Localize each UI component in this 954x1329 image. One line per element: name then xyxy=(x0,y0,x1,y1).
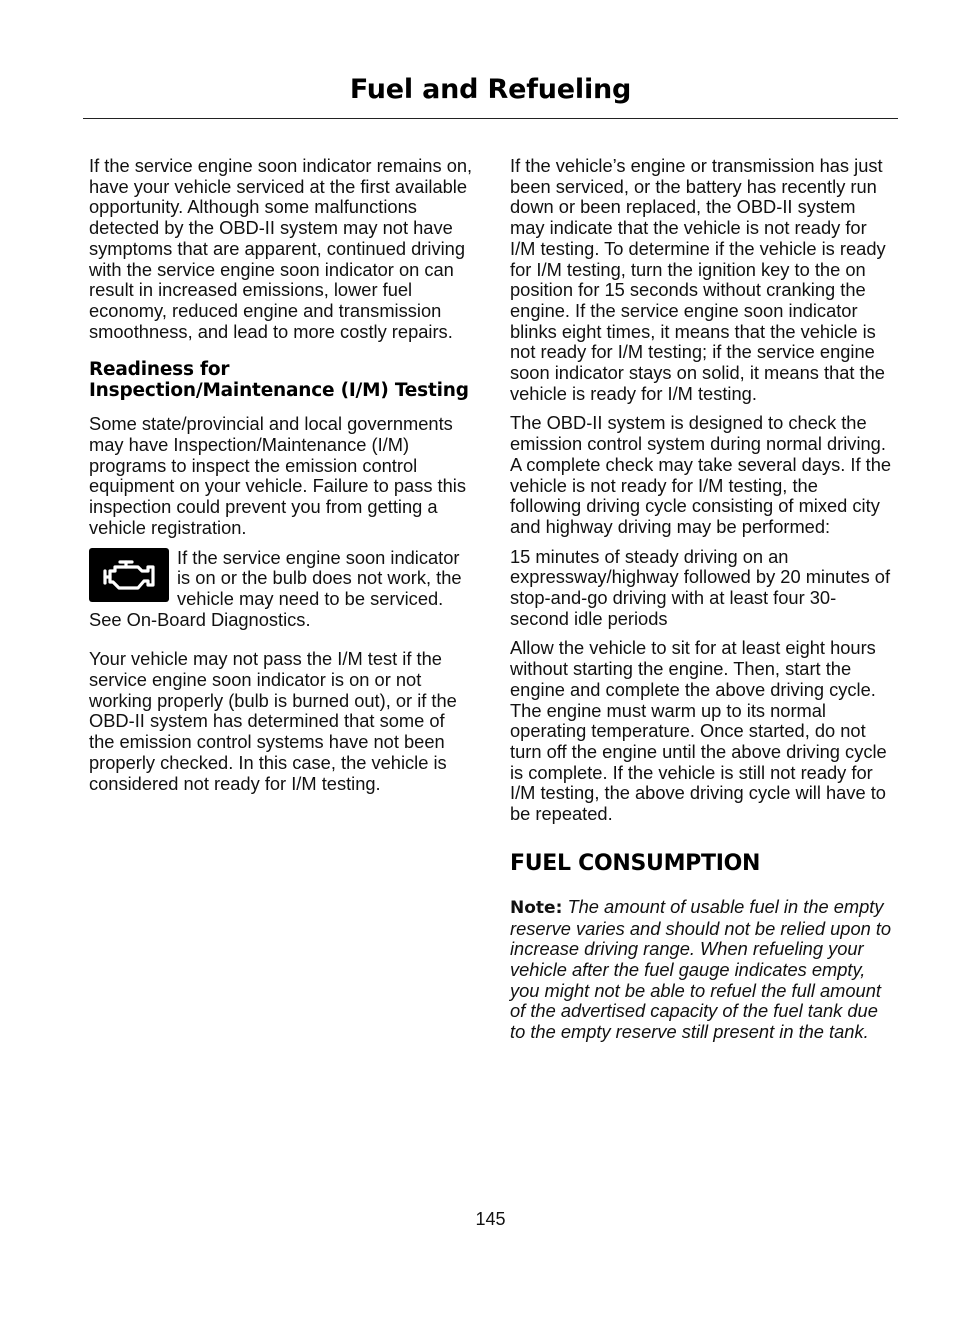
fuel-note xyxy=(510,897,894,1043)
page-title: Fuel and Refueling xyxy=(349,74,632,105)
intro-paragraph: If the service engine soon indicator remains on, have your vehicle serviced at the first available opportunity. Although some malfunctions detected by the OBD-II system may not have symptoms that are apparent, continued driving with the service engine soon indicator on can result in increased emissions, lower fuel economy, reduced engine and transmission smoothness, and lead to more costly repairs. xyxy=(89,155,473,342)
check-engine-icon xyxy=(89,548,169,602)
fuel-consumption-heading: FUEL CONSUMPTION xyxy=(510,850,761,876)
im-test-paragraph: Your vehicle may not pass the I/M test if the service engine soon indicator is on or not working properly (bulb is burned out), or if the OBD-II system has determined that some of the emission control systems have not been properly checked. In this case, the vehicle is considered not ready for I/M testing. xyxy=(89,648,457,794)
indicator-note xyxy=(89,548,473,631)
note-text: The amount of usable fuel in the empty reserve varies and should not be relied upon to increase driving range. When refueling your vehicle after the fuel gauge indicates empty, you might not be able to refuel the full amount of the advertised capacity of the fuel tank due to the empty reserve still present in the tank. xyxy=(510,895,892,1043)
serviced-paragraph: If the vehicle’s engine or transmission has just been serviced, or the battery has recently run down or been replaced, the OBD-II system may indicate that the vehicle is not ready for I/M testing. To determine if the vehicle is ready for I/M testing, turn the ignition key to the on position for 15 seconds without cranking the engine. If the service engine soon indicator blinks eight times, it means that the vehicle is not ready for I/M testing; if the service engine soon indicator stays on solid, it means that the vehicle is ready for I/M testing. xyxy=(510,155,886,404)
left-column xyxy=(89,156,473,803)
page-header xyxy=(83,70,898,119)
allow-vehicle-paragraph: Allow the vehicle to sit for at least eight hours without starting the engine. Then, start the engine and complete the above driving cycle. The engine must warm up to its normal operating temperature. Once started, do not turn off the engine until the above driving cycle is complete. If the vehicle is still not ready for I/M testing, the above driving cycle will have to be repeated. xyxy=(510,637,887,825)
readiness-heading: Readiness for Inspection/Maintenance (I/M) Testing xyxy=(89,359,469,402)
readiness-paragraph: Some state/provincial and local governments may have Inspection/Maintenance (I/M) programs to inspect the emission control equipment on your vehicle. Failure to pass this inspection could prevent you from getting a vehicle registration. xyxy=(89,413,466,538)
note-label: Note: xyxy=(510,897,563,918)
indicator-note-text: If the service engine soon indicator is on or the bulb does not work, the vehicle may need to be serviced. See On-Board Diagnostics. xyxy=(89,546,462,630)
obd-paragraph: The OBD-II system is designed to check the emission control system during normal driving. A complete check may take several days. If the vehicle is not ready for I/M testing, the following driving cycle consisting of mixed city and highway driving may be performed: xyxy=(510,412,892,537)
page-number: 145 xyxy=(475,1209,506,1229)
driving-cycle-paragraph: 15 minutes of steady driving on an expressway/highway followed by 20 minutes of stop-and-go driving with at least four 30-second idle periods xyxy=(510,545,891,629)
right-column xyxy=(510,156,894,1052)
